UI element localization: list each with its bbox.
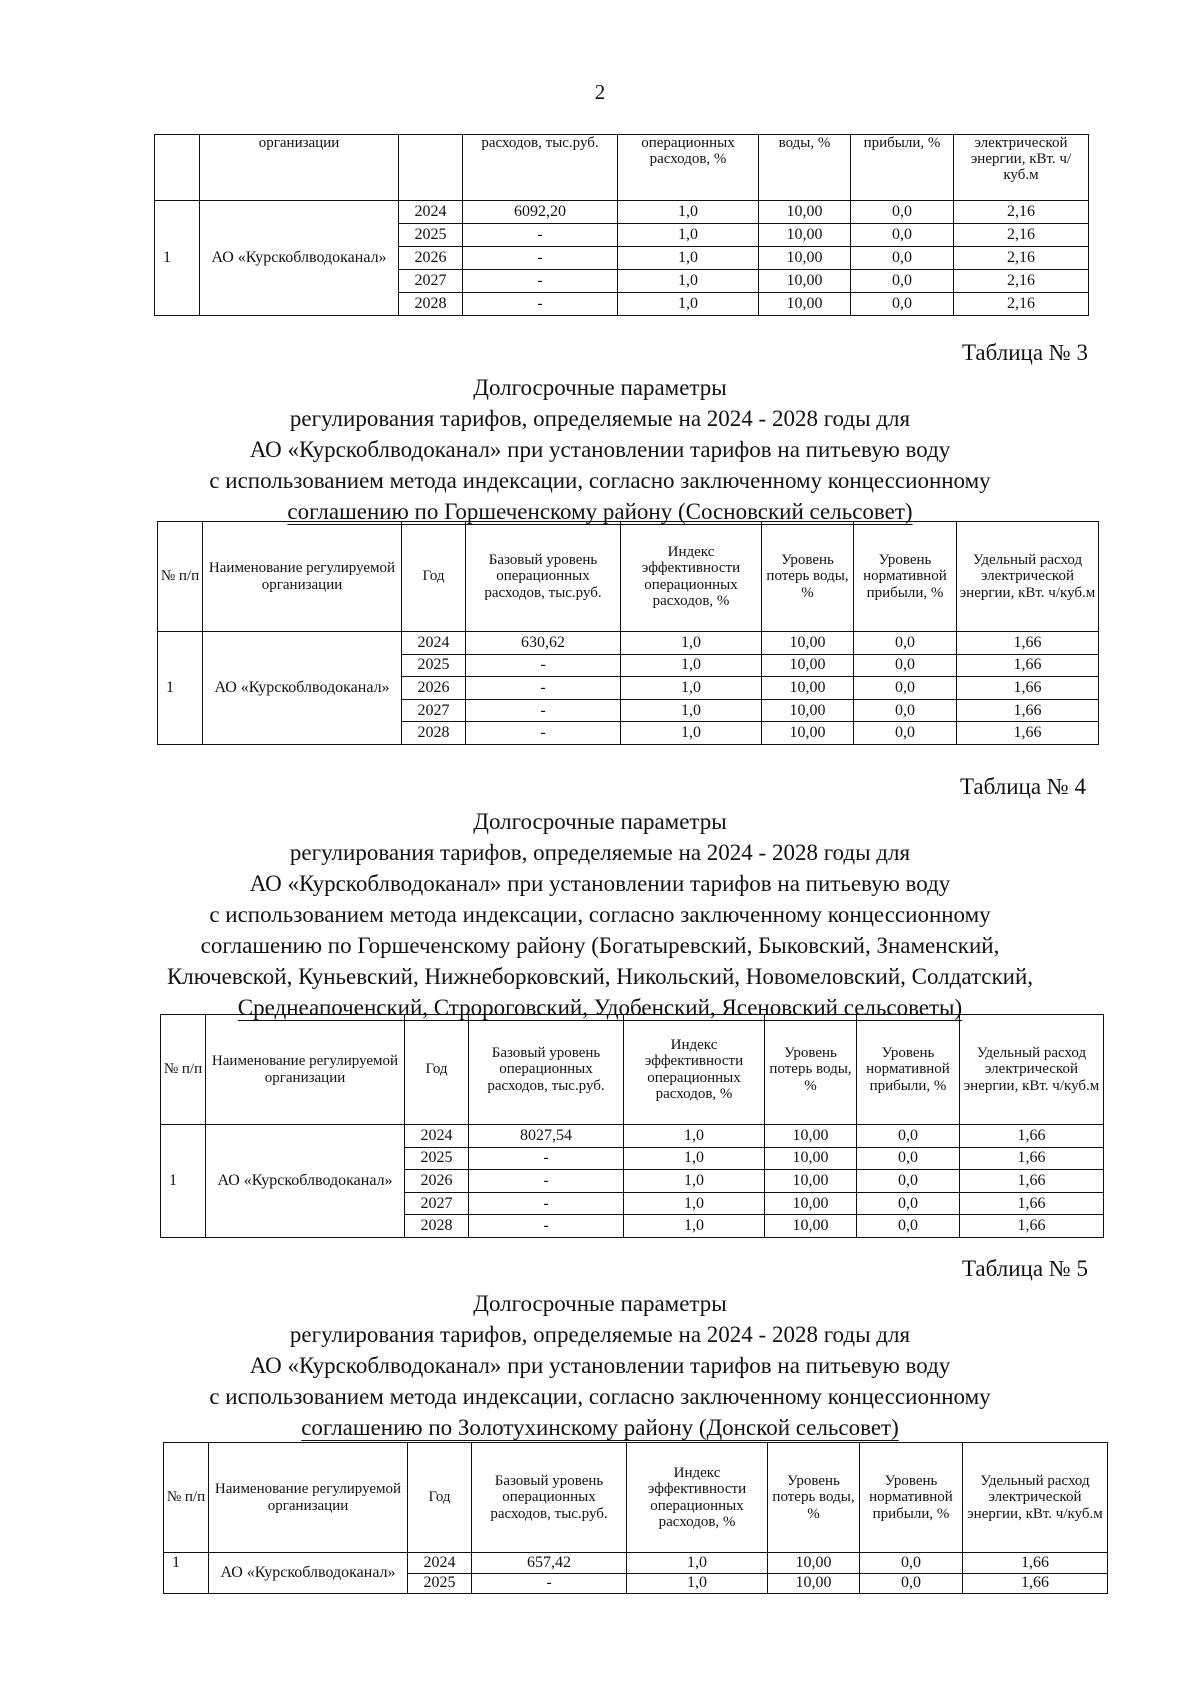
energy-cell: 2,16 xyxy=(954,293,1089,316)
water-losses-cell: 10,00 xyxy=(759,293,851,316)
water-losses-cell: 10,00 xyxy=(765,1125,857,1148)
water-losses-cell: 10,00 xyxy=(765,1215,857,1238)
heading-line: АО «Курскоблводоканал» при установлении тарифов на питьевую воду xyxy=(249,871,951,896)
energy-cell: 1,66 xyxy=(960,1192,1104,1215)
heading-line: соглашению по Золотухинскому району (Донской сельсовет) xyxy=(301,1415,899,1440)
table-heading xyxy=(0,1288,1200,1443)
header-cell: организации xyxy=(200,135,399,201)
year-cell: 2025 xyxy=(399,224,463,247)
table-row xyxy=(161,1125,1104,1148)
efficiency-index-cell: 1,0 xyxy=(618,247,759,270)
water-losses-cell: 10,00 xyxy=(759,201,851,224)
year-cell: 2025 xyxy=(402,654,466,677)
header-cell: Уровень нормативной прибыли, % xyxy=(857,1015,960,1125)
year-cell: 2024 xyxy=(402,632,466,655)
energy-cell: 2,16 xyxy=(954,224,1089,247)
table-label: Таблица № 5 xyxy=(961,1256,1088,1281)
water-losses-cell: 10,00 xyxy=(762,699,854,722)
energy-cell: 1,66 xyxy=(960,1170,1104,1193)
header-cell xyxy=(399,135,463,201)
base-cost-cell: 6092,20 xyxy=(463,201,618,224)
water-losses-cell: 10,00 xyxy=(768,1553,860,1574)
row-number: 1 xyxy=(158,632,203,745)
heading-line: Долгосрочные параметры xyxy=(473,1291,727,1316)
energy-cell: 1,66 xyxy=(957,722,1099,745)
header-cell: Удельный расход электрической энергии, кВт. ч/куб.м xyxy=(963,1443,1108,1553)
energy-cell: 2,16 xyxy=(954,247,1089,270)
table-row xyxy=(158,632,1099,655)
water-losses-cell: 10,00 xyxy=(762,632,854,655)
year-cell: 2028 xyxy=(399,293,463,316)
profit-cell: 0,0 xyxy=(857,1215,960,1238)
header-cell: Наименование регулируемой организации xyxy=(203,522,402,632)
water-losses-cell: 10,00 xyxy=(765,1170,857,1193)
row-number: 1 xyxy=(161,1125,206,1238)
efficiency-index-cell: 1,0 xyxy=(618,293,759,316)
water-losses-cell: 10,00 xyxy=(762,677,854,700)
heading-line: регулирования тарифов, определяемые на 2024 - 2028 годы для xyxy=(289,406,911,431)
heading-line: Ключевской, Куньевский, Нижнеборковский, Никольский, Новомеловский, Солдатский, xyxy=(166,964,1034,989)
heading-line: с использованием метода индексации, согласно заключенному концессионному xyxy=(209,468,991,493)
efficiency-index-cell: 1,0 xyxy=(621,632,762,655)
heading-line: регулирования тарифов, определяемые на 2024 - 2028 годы для xyxy=(289,840,911,865)
profit-cell: 0,0 xyxy=(857,1170,960,1193)
header-cell: воды, % xyxy=(759,135,851,201)
efficiency-index-cell: 1,0 xyxy=(618,201,759,224)
profit-cell: 0,0 xyxy=(854,722,957,745)
water-losses-cell: 10,00 xyxy=(759,247,851,270)
header-row xyxy=(161,1015,1104,1125)
organization-name: АО «Курскоблводоканал» xyxy=(203,632,402,745)
organization-name: АО «Курскоблводоканал» xyxy=(200,201,399,316)
energy-cell: 1,66 xyxy=(957,699,1099,722)
base-cost-cell: - xyxy=(472,1573,627,1594)
header-cell: Наименование регулируемой организации xyxy=(209,1443,408,1553)
tariff-table-3 xyxy=(157,521,1099,745)
efficiency-index-cell: 1,0 xyxy=(624,1170,765,1193)
header-cell: электрической энергии, кВт. ч/куб.м xyxy=(954,135,1089,201)
year-cell: 2026 xyxy=(402,677,466,700)
heading-line: Долгосрочные параметры xyxy=(473,809,727,834)
continued-table xyxy=(154,134,1089,316)
water-losses-cell: 10,00 xyxy=(765,1147,857,1170)
header-cell: № п/п xyxy=(161,1015,206,1125)
base-cost-cell: - xyxy=(469,1170,624,1193)
energy-cell: 1,66 xyxy=(963,1573,1108,1594)
header-cell: Базовый уровень операционных расходов, тыс.руб. xyxy=(466,522,621,632)
row-number: 1 xyxy=(164,1553,209,1594)
year-cell: 2028 xyxy=(402,722,466,745)
organization-name: АО «Курскоблводоканал» xyxy=(206,1125,405,1238)
header-cell: Уровень потерь воды, % xyxy=(765,1015,857,1125)
table-heading xyxy=(0,372,1200,527)
heading-line: регулирования тарифов, определяемые на 2024 - 2028 годы для xyxy=(289,1322,911,1347)
efficiency-index-cell: 1,0 xyxy=(627,1553,768,1574)
continued-header-row xyxy=(155,135,1089,201)
base-cost-cell: - xyxy=(463,270,618,293)
header-cell: Год xyxy=(402,522,466,632)
header-cell: Уровень потерь воды, % xyxy=(762,522,854,632)
efficiency-index-cell: 1,0 xyxy=(621,699,762,722)
water-losses-cell: 10,00 xyxy=(765,1192,857,1215)
profit-cell: 0,0 xyxy=(854,632,957,655)
year-cell: 2026 xyxy=(405,1170,469,1193)
base-cost-cell: - xyxy=(469,1147,624,1170)
energy-cell: 1,66 xyxy=(963,1553,1108,1574)
header-cell: Индекс эффективности операционных расходов, % xyxy=(621,522,762,632)
energy-cell: 1,66 xyxy=(957,654,1099,677)
profit-cell: 0,0 xyxy=(851,247,954,270)
base-cost-cell: 657,42 xyxy=(472,1553,627,1574)
base-cost-cell: - xyxy=(463,224,618,247)
energy-cell: 1,66 xyxy=(960,1215,1104,1238)
efficiency-index-cell: 1,0 xyxy=(624,1215,765,1238)
year-cell: 2025 xyxy=(405,1147,469,1170)
base-cost-cell: 630,62 xyxy=(466,632,621,655)
header-cell: Уровень нормативной прибыли, % xyxy=(854,522,957,632)
header-cell: Уровень потерь воды, % xyxy=(768,1443,860,1553)
header-cell: Базовый уровень операционных расходов, тыс.руб. xyxy=(472,1443,627,1553)
profit-cell: 0,0 xyxy=(854,654,957,677)
year-cell: 2026 xyxy=(399,247,463,270)
base-cost-cell: - xyxy=(469,1215,624,1238)
water-losses-cell: 10,00 xyxy=(762,654,854,677)
heading-line: АО «Курскоблводоканал» при установлении тарифов на питьевую воду xyxy=(249,437,951,462)
tariff-table-4 xyxy=(160,1014,1104,1238)
efficiency-index-cell: 1,0 xyxy=(624,1192,765,1215)
base-cost-cell: - xyxy=(466,654,621,677)
water-losses-cell: 10,00 xyxy=(762,722,854,745)
organization-name: АО «Курскоблводоканал» xyxy=(209,1553,408,1594)
header-cell: Индекс эффективности операционных расходов, % xyxy=(627,1443,768,1553)
header-cell: Удельный расход электрической энергии, кВт. ч/куб.м xyxy=(960,1015,1104,1125)
header-cell: Индекс эффективности операционных расходов, % xyxy=(624,1015,765,1125)
heading-line: Среднеапоченский, Стророговский, Удобенский, Ясеновский сельсоветы) xyxy=(237,995,963,1020)
energy-cell: 1,66 xyxy=(957,632,1099,655)
energy-cell: 1,66 xyxy=(960,1125,1104,1148)
base-cost-cell: 8027,54 xyxy=(469,1125,624,1148)
base-cost-cell: - xyxy=(469,1192,624,1215)
energy-cell: 2,16 xyxy=(954,201,1089,224)
efficiency-index-cell: 1,0 xyxy=(624,1147,765,1170)
base-cost-cell: - xyxy=(463,293,618,316)
year-cell: 2024 xyxy=(408,1553,472,1574)
year-cell: 2024 xyxy=(405,1125,469,1148)
header-cell: Базовый уровень операционных расходов, тыс.руб. xyxy=(469,1015,624,1125)
header-cell: прибыли, % xyxy=(851,135,954,201)
header-cell: расходов, тыс.руб. xyxy=(463,135,618,201)
year-cell: 2027 xyxy=(399,270,463,293)
heading-line: АО «Курскоблводоканал» при установлении тарифов на питьевую воду xyxy=(249,1353,951,1378)
year-cell: 2028 xyxy=(405,1215,469,1238)
profit-cell: 0,0 xyxy=(860,1553,963,1574)
profit-cell: 0,0 xyxy=(857,1147,960,1170)
header-cell: Наименование регулируемой организации xyxy=(206,1015,405,1125)
efficiency-index-cell: 1,0 xyxy=(621,654,762,677)
heading-line: с использованием метода индексации, согласно заключенному концессионному xyxy=(209,1384,991,1409)
profit-cell: 0,0 xyxy=(851,201,954,224)
heading-line: с использованием метода индексации, согласно заключенному концессионному xyxy=(209,902,991,927)
energy-cell: 1,66 xyxy=(960,1147,1104,1170)
header-cell: Удельный расход электрической энергии, кВт. ч/куб.м xyxy=(957,522,1099,632)
water-losses-cell: 10,00 xyxy=(759,224,851,247)
table-row xyxy=(164,1553,1108,1574)
row-number: 1 xyxy=(155,201,200,316)
year-cell: 2027 xyxy=(402,699,466,722)
water-losses-cell: 10,00 xyxy=(768,1573,860,1594)
efficiency-index-cell: 1,0 xyxy=(621,722,762,745)
profit-cell: 0,0 xyxy=(851,224,954,247)
header-cell: Год xyxy=(408,1443,472,1553)
header-row xyxy=(164,1443,1108,1553)
tariff-table-5 xyxy=(163,1442,1108,1594)
base-cost-cell: - xyxy=(463,247,618,270)
table-label: Таблица № 3 xyxy=(961,340,1088,365)
profit-cell: 0,0 xyxy=(851,293,954,316)
heading-line: соглашению по Горшеченскому району (Богатыревский, Быковский, Знаменский, xyxy=(200,933,1000,958)
efficiency-index-cell: 1,0 xyxy=(618,224,759,247)
year-cell: 2024 xyxy=(399,201,463,224)
efficiency-index-cell: 1,0 xyxy=(627,1573,768,1594)
heading-line: Долгосрочные параметры xyxy=(473,375,727,400)
heading-line: соглашению по Горшеченскому району (Сосновский сельсовет) xyxy=(287,499,913,524)
profit-cell: 0,0 xyxy=(857,1192,960,1215)
efficiency-index-cell: 1,0 xyxy=(621,677,762,700)
header-cell: Год xyxy=(405,1015,469,1125)
header-cell: Уровень нормативной прибыли, % xyxy=(860,1443,963,1553)
base-cost-cell: - xyxy=(466,677,621,700)
profit-cell: 0,0 xyxy=(857,1125,960,1148)
water-losses-cell: 10,00 xyxy=(759,270,851,293)
base-cost-cell: - xyxy=(466,722,621,745)
year-cell: 2027 xyxy=(405,1192,469,1215)
header-cell: № п/п xyxy=(158,522,203,632)
header-row xyxy=(158,522,1099,632)
profit-cell: 0,0 xyxy=(860,1573,963,1594)
header-cell: № п/п xyxy=(164,1443,209,1553)
efficiency-index-cell: 1,0 xyxy=(624,1125,765,1148)
year-cell: 2025 xyxy=(408,1573,472,1594)
energy-cell: 1,66 xyxy=(957,677,1099,700)
page-number: 2 xyxy=(594,80,606,104)
profit-cell: 0,0 xyxy=(854,677,957,700)
profit-cell: 0,0 xyxy=(851,270,954,293)
energy-cell: 2,16 xyxy=(954,270,1089,293)
table-label: Таблица № 4 xyxy=(959,774,1086,799)
table-row xyxy=(155,201,1089,224)
base-cost-cell: - xyxy=(466,699,621,722)
efficiency-index-cell: 1,0 xyxy=(618,270,759,293)
header-cell xyxy=(155,135,200,201)
header-cell: операционных расходов, % xyxy=(618,135,759,201)
profit-cell: 0,0 xyxy=(854,699,957,722)
table-heading xyxy=(0,806,1200,1023)
